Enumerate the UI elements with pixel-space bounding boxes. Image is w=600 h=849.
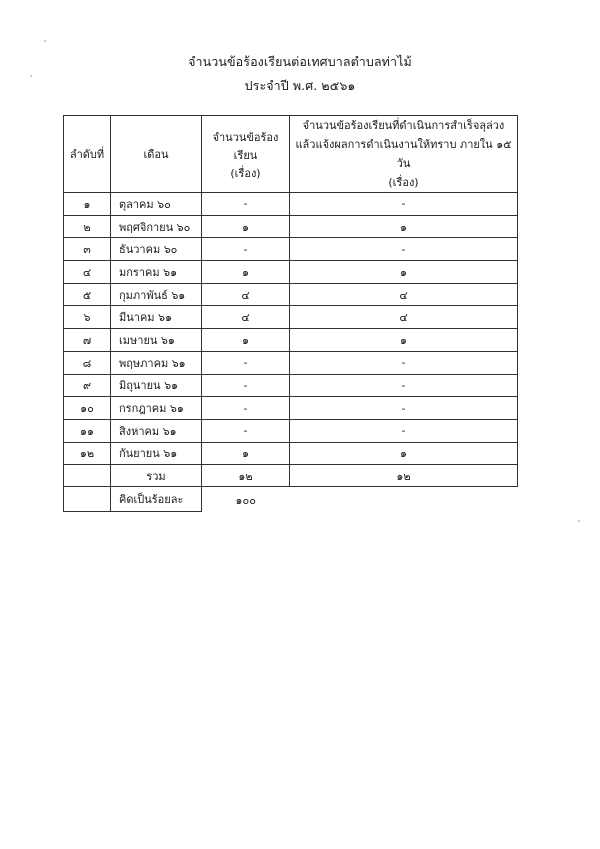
- table-row: [64, 261, 518, 284]
- row-month: สิงหาคม ๖๑: [111, 419, 202, 442]
- total-count: ๑๒: [202, 465, 290, 487]
- header-done-line3: (เรื่อง): [388, 176, 419, 189]
- header-month: เดือน: [111, 116, 202, 193]
- scan-speck: [30, 75, 32, 77]
- total-no-cell: [64, 465, 111, 487]
- row-done: -: [290, 193, 518, 216]
- header-count: [202, 116, 290, 193]
- row-done: -: [290, 374, 518, 397]
- row-no: ๙: [64, 374, 111, 397]
- row-count: -: [202, 238, 290, 261]
- header-done-line2: แล้วแจ้งผลการดำเนินงานให้ทราบ ภายใน ๑๕ วัน: [295, 138, 512, 170]
- row-done: ๔: [290, 306, 518, 329]
- table-row: [64, 442, 518, 465]
- row-month: กรกฎาคม ๖๑: [111, 397, 202, 420]
- row-no: ๒: [64, 215, 111, 238]
- row-no: ๖: [64, 306, 111, 329]
- row-count: -: [202, 351, 290, 374]
- header-done: [290, 116, 518, 193]
- document-title: จำนวนข้อร้องเรียนต่อเทศบาลตำบลท่าไม้: [188, 54, 412, 69]
- row-no: ๑๒: [64, 442, 111, 465]
- table-row: [64, 306, 518, 329]
- row-done: ๑: [290, 261, 518, 284]
- row-month: ธันวาคม ๖๐: [111, 238, 202, 261]
- row-count: ๑: [202, 261, 290, 284]
- row-month: มิถุนายน ๖๑: [111, 374, 202, 397]
- complaints-table: [63, 115, 518, 512]
- row-month: พฤศจิกายน ๖๐: [111, 215, 202, 238]
- row-count: -: [202, 419, 290, 442]
- row-count: ๑: [202, 442, 290, 465]
- table-row: [64, 374, 518, 397]
- header-done-line1: จำนวนข้อร้องเรียนที่ดำเนินการสำเร็จลุล่วง: [302, 119, 505, 132]
- row-month: พฤษภาคม ๖๑: [111, 351, 202, 374]
- scan-speck: [44, 40, 46, 42]
- row-month: เมษายน ๖๑: [111, 329, 202, 352]
- total-label: รวม: [111, 465, 202, 487]
- percent-empty-cell: [290, 487, 518, 512]
- table-header-row: [64, 116, 518, 193]
- table-row: [64, 283, 518, 306]
- row-done: ๑: [290, 215, 518, 238]
- row-no: ๕: [64, 283, 111, 306]
- row-done: -: [290, 351, 518, 374]
- table-row: [64, 215, 518, 238]
- row-count: ๔: [202, 306, 290, 329]
- row-month: กันยายน ๖๑: [111, 442, 202, 465]
- row-no: ๑: [64, 193, 111, 216]
- table-row: [64, 351, 518, 374]
- row-done: -: [290, 238, 518, 261]
- row-month: กุมภาพันธ์ ๖๑: [111, 283, 202, 306]
- table-row: [64, 419, 518, 442]
- row-count: -: [202, 193, 290, 216]
- scan-speck: [578, 520, 580, 522]
- table-row: [64, 329, 518, 352]
- percent-value: ๑๐๐: [235, 493, 256, 507]
- percent-row: [64, 487, 518, 512]
- row-count: ๑: [202, 329, 290, 352]
- table-row: [64, 238, 518, 261]
- row-month: มีนาคม ๖๑: [111, 306, 202, 329]
- row-month: มกราคม ๖๑: [111, 261, 202, 284]
- row-done: ๑: [290, 442, 518, 465]
- row-done: -: [290, 419, 518, 442]
- row-no: ๘: [64, 351, 111, 374]
- row-no: ๓: [64, 238, 111, 261]
- row-month: ตุลาคม ๖๐: [111, 193, 202, 216]
- header-no: ลำดับที่: [64, 116, 111, 193]
- document-subtitle: ประจำปี พ.ศ. ๒๕๖๑: [244, 78, 356, 93]
- percent-label: คิดเป็นร้อยละ: [111, 487, 202, 512]
- header-count-line1: จำนวนข้อร้องเรียน: [212, 131, 279, 162]
- row-count: ๔: [202, 283, 290, 306]
- header-count-line2: (เรื่อง): [230, 167, 261, 180]
- row-no: ๑๐: [64, 397, 111, 420]
- row-no: ๑๑: [64, 419, 111, 442]
- percent-no-cell: [64, 487, 111, 512]
- row-done: -: [290, 397, 518, 420]
- row-no: ๔: [64, 261, 111, 284]
- total-done: ๑๒: [290, 465, 518, 487]
- row-no: ๗: [64, 329, 111, 352]
- row-done: ๔: [290, 283, 518, 306]
- row-count: -: [202, 374, 290, 397]
- row-count: ๑: [202, 215, 290, 238]
- table-row: [64, 397, 518, 420]
- row-count: -: [202, 397, 290, 420]
- total-row: [64, 465, 518, 487]
- table-row: [64, 193, 518, 216]
- row-done: ๑: [290, 329, 518, 352]
